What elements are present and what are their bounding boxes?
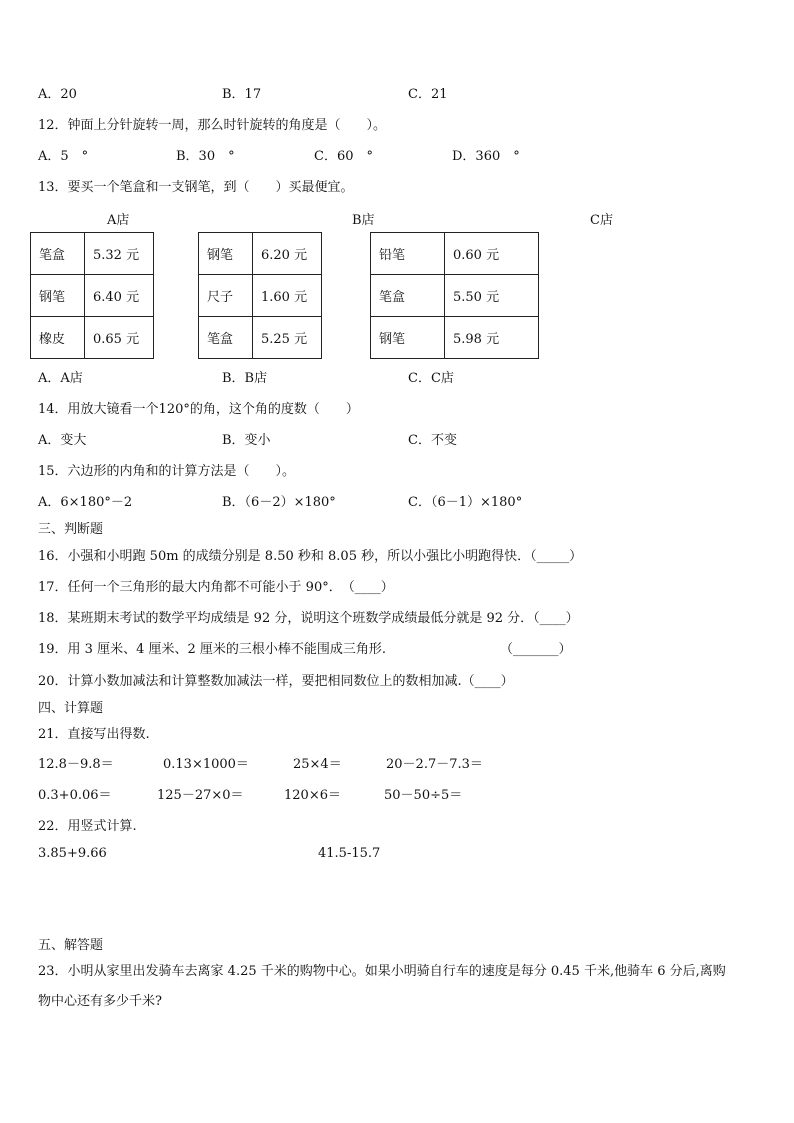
q11-option-b[interactable]: B．17 — [222, 87, 262, 102]
q13-options — [0, 367, 794, 387]
store-a-price-table — [30, 232, 154, 359]
q14-stem: 14．用放大镜看一个120°的角，这个角的度数（ ） — [38, 402, 359, 417]
item-price: 6.40 元 — [85, 275, 154, 317]
q18-text: 18．某班期末考试的数学平均成绩是 92 分，说明这个班数学成绩最低分就是 92 分．（____） — [38, 611, 579, 626]
q21-expr: 25×4＝ — [293, 757, 342, 772]
q17-text: 17．任何一个三角形的最大内角都不可能小于 90°． （____） — [38, 580, 394, 595]
q15-option-c[interactable]: C．（6－1）×180° — [408, 495, 523, 510]
q21-row-2 — [0, 784, 794, 804]
q22-expr: 3.85+9.66 — [38, 846, 107, 861]
q19-answer-blank[interactable]: （_______） — [500, 642, 572, 657]
q21-expr: 125－27×0＝ — [157, 788, 244, 803]
table-row — [199, 275, 322, 317]
section-5-title: 五、解答题 — [38, 938, 104, 953]
item-price: 6.20 元 — [253, 233, 322, 275]
item-name: 铅笔 — [371, 233, 445, 275]
q13-option-a[interactable]: A．A店 — [38, 371, 83, 386]
q11-options — [0, 83, 794, 103]
section-4-title: 四、计算题 — [38, 701, 104, 716]
table-row — [371, 233, 539, 275]
item-price: 0.65 元 — [85, 317, 154, 359]
q14-option-b[interactable]: B．变小 — [222, 433, 271, 448]
item-name: 笔盒 — [31, 233, 85, 275]
store-c-price-table — [370, 232, 539, 359]
q13-option-b[interactable]: B．B店 — [222, 371, 268, 386]
item-name: 橡皮 — [31, 317, 85, 359]
table-row — [31, 275, 154, 317]
store-b-title: B店 — [352, 213, 375, 228]
q12-option-c[interactable]: C．60 ° — [314, 149, 373, 164]
q12-options — [0, 145, 794, 165]
store-a-title: A店 — [107, 213, 130, 228]
q20-text: 20．计算小数加减法和计算整数加减法一样，要把相同数位上的数相加减.（____） — [38, 674, 514, 689]
table-row — [199, 317, 322, 359]
item-price: 5.50 元 — [445, 275, 539, 317]
q12-option-a[interactable]: A．5 ° — [38, 149, 89, 164]
q15-stem: 15．六边形的内角和的计算方法是（ ）。 — [38, 464, 296, 479]
item-price: 1.60 元 — [253, 275, 322, 317]
store-b-price-table — [198, 232, 322, 359]
table-row — [371, 275, 539, 317]
q12-option-d[interactable]: D．360 ° — [452, 149, 520, 164]
q21-expr: 20－2.7－7.3＝ — [386, 757, 483, 772]
q19-text: 19．用 3 厘米、4 厘米、2 厘米的三根小棒不能围成三角形. — [38, 642, 387, 657]
q11-option-c[interactable]: C．21 — [408, 87, 448, 102]
q21-expr: 50－50÷5＝ — [384, 788, 463, 803]
item-price: 5.98 元 — [445, 317, 539, 359]
item-price: 5.25 元 — [253, 317, 322, 359]
q14-option-a[interactable]: A．变大 — [38, 433, 87, 448]
q15-option-b[interactable]: B．（6－2）×180° — [222, 495, 336, 510]
q12-stem: 12．钟面上分针旋转一周，那么时针旋转的角度是（ ）。 — [38, 118, 387, 133]
q21-row-1 — [0, 753, 794, 773]
q21-expr: 0.3+0.06＝ — [38, 788, 112, 803]
section-3-title: 三、判断题 — [38, 522, 104, 537]
table-row — [31, 317, 154, 359]
item-name: 钢笔 — [371, 317, 445, 359]
item-name: 钢笔 — [199, 233, 253, 275]
q21-expr: 120×6＝ — [284, 788, 341, 803]
q22-exprs — [0, 846, 794, 866]
q12-option-b[interactable]: B．30 ° — [176, 149, 235, 164]
item-name: 钢笔 — [31, 275, 85, 317]
table-row — [31, 233, 154, 275]
item-name: 笔盒 — [199, 317, 253, 359]
table-row — [199, 233, 322, 275]
q22-stem: 22．用竖式计算. — [38, 819, 137, 834]
q21-stem: 21．直接写出得数. — [38, 727, 150, 742]
q23-line-1: 23．小明从家里出发骑车去离家 4.25 千米的购物中心。如果小明骑自行车的速度是每分 0.45 千米,他骑车 6 分后,离购 — [38, 964, 726, 979]
q13-option-c[interactable]: C．C店 — [408, 371, 454, 386]
q11-option-a[interactable]: A．20 — [38, 87, 77, 102]
q15-option-a[interactable]: A．6×180°－2 — [38, 495, 133, 510]
item-name: 尺子 — [199, 275, 253, 317]
q21-expr: 0.13×1000＝ — [163, 757, 249, 772]
q14-option-c[interactable]: C．不变 — [408, 433, 457, 448]
q21-expr: 12.8－9.8＝ — [38, 757, 114, 772]
item-price: 0.60 元 — [445, 233, 539, 275]
q15-options — [0, 491, 794, 511]
q23-line-2: 物中心还有多少千米? — [38, 994, 162, 1009]
q13-stem: 13．要买一个笔盒和一支钢笔，到（ ）买最便宜。 — [38, 180, 354, 195]
item-name: 笔盒 — [371, 275, 445, 317]
store-c-title: C店 — [590, 213, 613, 228]
table-row — [371, 317, 539, 359]
q22-expr: 41.5-15.7 — [318, 846, 381, 861]
q14-options — [0, 429, 794, 449]
q16-text: 16．小强和小明跑 50m 的成绩分别是 8.50 秒和 8.05 秒，所以小强比小明跑得快．（_____） — [38, 549, 583, 564]
item-price: 5.32 元 — [85, 233, 154, 275]
